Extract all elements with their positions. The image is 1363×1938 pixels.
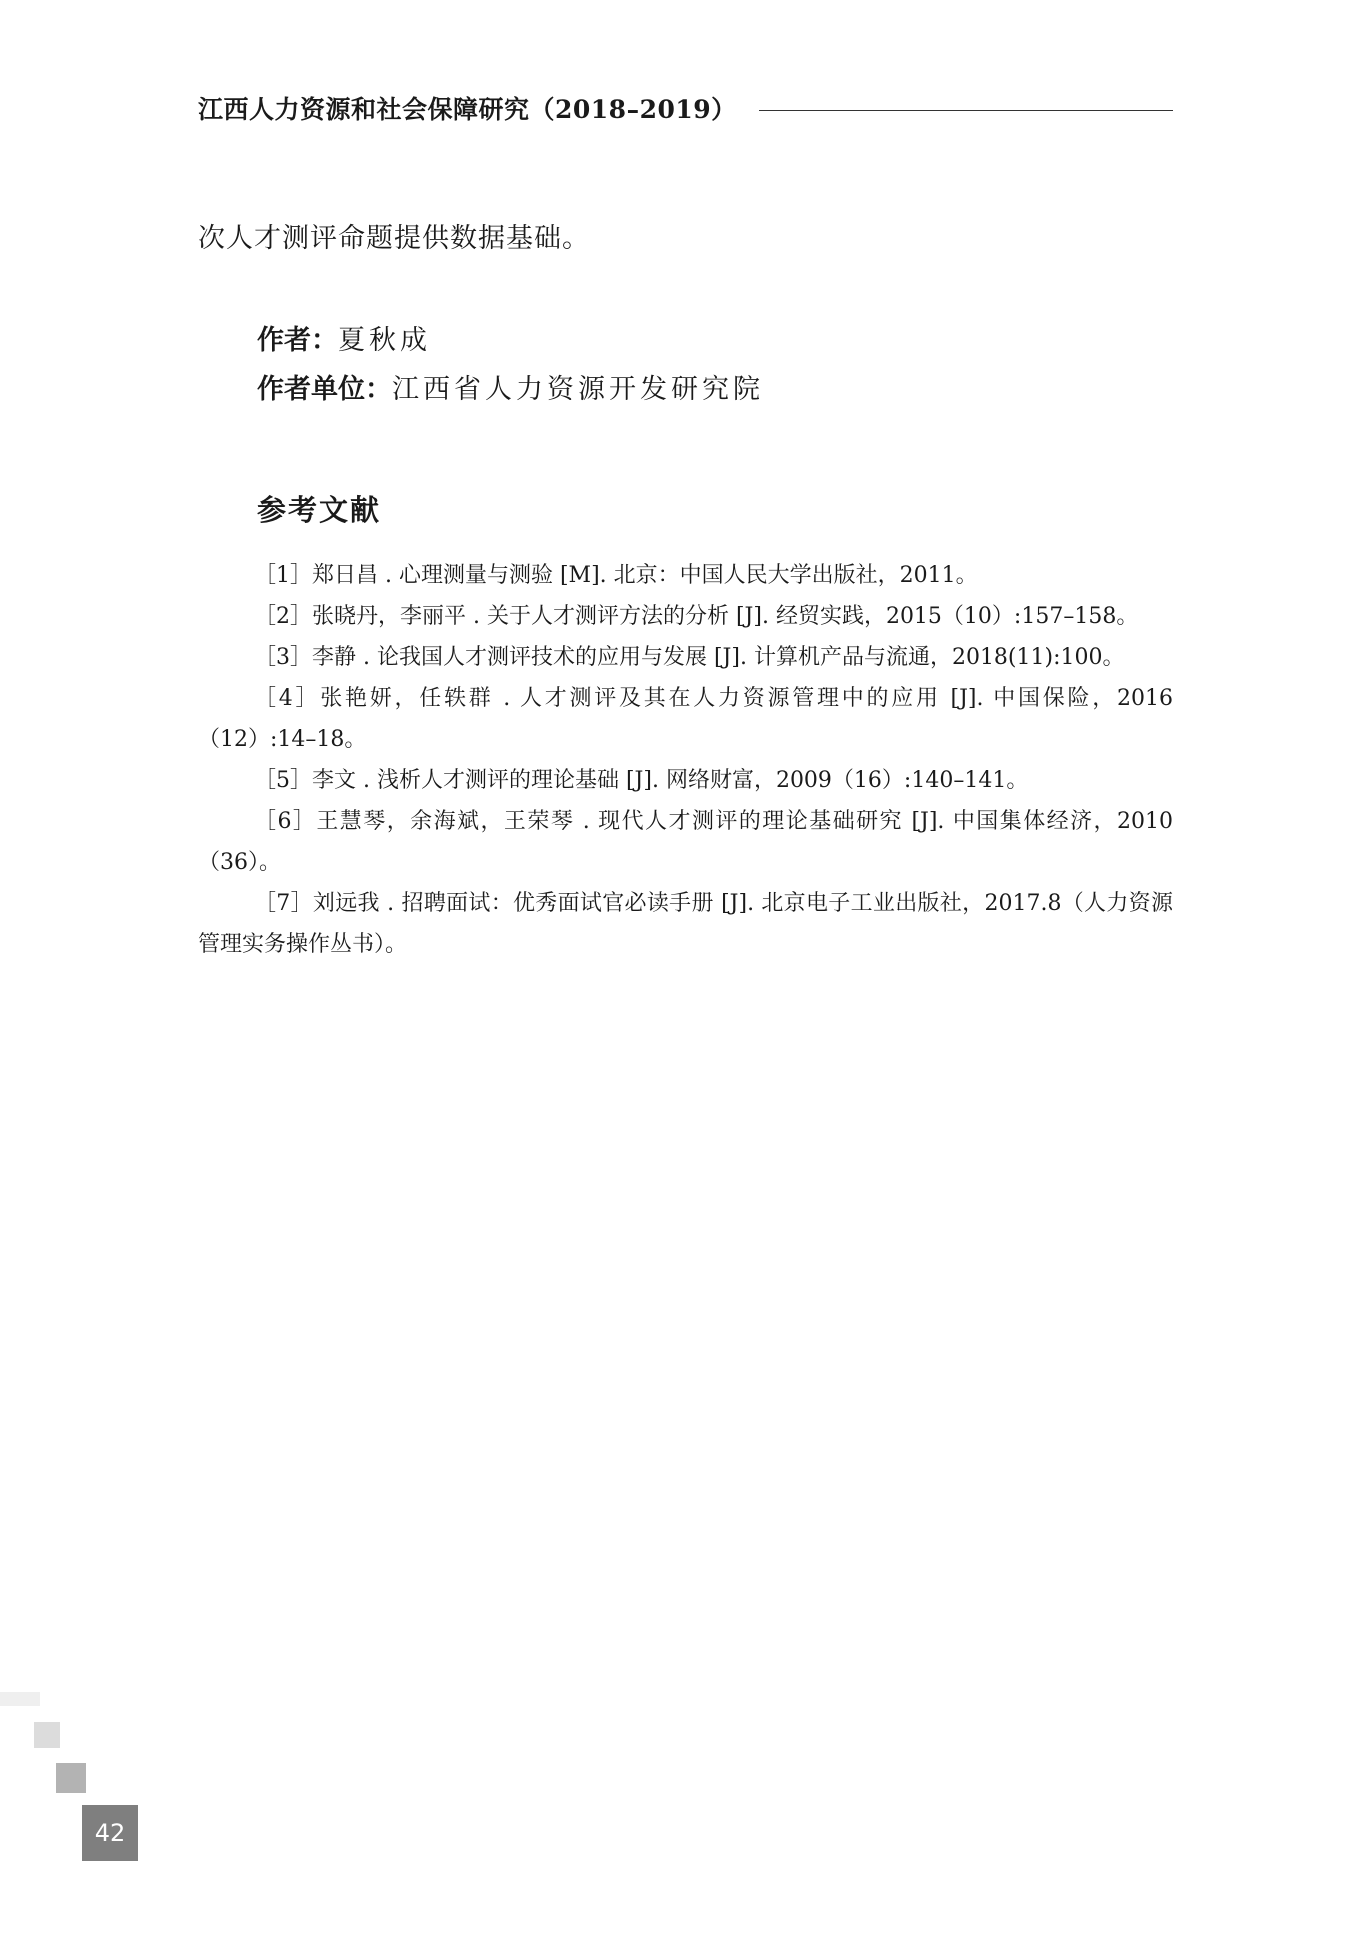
reference-item: ［7］刘远我 . 招聘面试：优秀面试官必读手册 [J]. 北京电子工业出版社，2017.8（人力资源管理实务操作丛书）。 bbox=[198, 891, 1173, 957]
reference-item: ［2］张晓丹，李丽平 . 关于人才测评方法的分析 [J]. 经贸实践，2015（10）:157–158。 bbox=[254, 604, 1139, 629]
author-unit-label: 作者单位： bbox=[257, 374, 392, 405]
author-name: 夏秋成 bbox=[338, 325, 431, 356]
corner-decoration-square bbox=[34, 1722, 60, 1748]
author-unit: 江西省人力资源开发研究院 bbox=[392, 374, 764, 405]
references-list bbox=[198, 555, 1173, 965]
corner-decoration-bar bbox=[0, 1692, 40, 1706]
reference-item: ［3］李静 . 论我国人才测评技术的应用与发展 [J]. 计算机产品与流通，2018(11):100。 bbox=[254, 645, 1125, 670]
references-heading: 参考文献 bbox=[257, 493, 382, 527]
reference-item: ［1］郑日昌 . 心理测量与测验 [M]. 北京：中国人民大学出版社，2011。 bbox=[254, 563, 978, 588]
author-line bbox=[257, 318, 431, 357]
reference-item: ［5］李文 . 浅析人才测评的理论基础 [J]. 网络财富，2009（16）:140–141。 bbox=[254, 768, 1029, 793]
header-rule bbox=[759, 110, 1173, 111]
corner-decoration-square bbox=[56, 1763, 86, 1793]
author-label: 作者： bbox=[257, 325, 338, 356]
body-continuation-text: 次人才测评命题提供数据基础。 bbox=[198, 223, 590, 254]
reference-item: ［4］张艳妍，任轶群 . 人才测评及其在人力资源管理中的应用 [J]. 中国保险，2016（12）:14–18。 bbox=[198, 686, 1173, 752]
page-number-box bbox=[82, 1805, 138, 1861]
author-unit-line bbox=[257, 367, 764, 406]
running-header bbox=[198, 88, 1173, 128]
reference-item: ［6］王慧琴，余海斌，王荣琴 . 现代人才测评的理论基础研究 [J]. 中国集体经济，2010（36）。 bbox=[198, 809, 1173, 875]
header-title: 江西人力资源和社会保障研究（2018–2019） bbox=[198, 95, 737, 124]
page-number: 42 bbox=[94, 1819, 126, 1847]
